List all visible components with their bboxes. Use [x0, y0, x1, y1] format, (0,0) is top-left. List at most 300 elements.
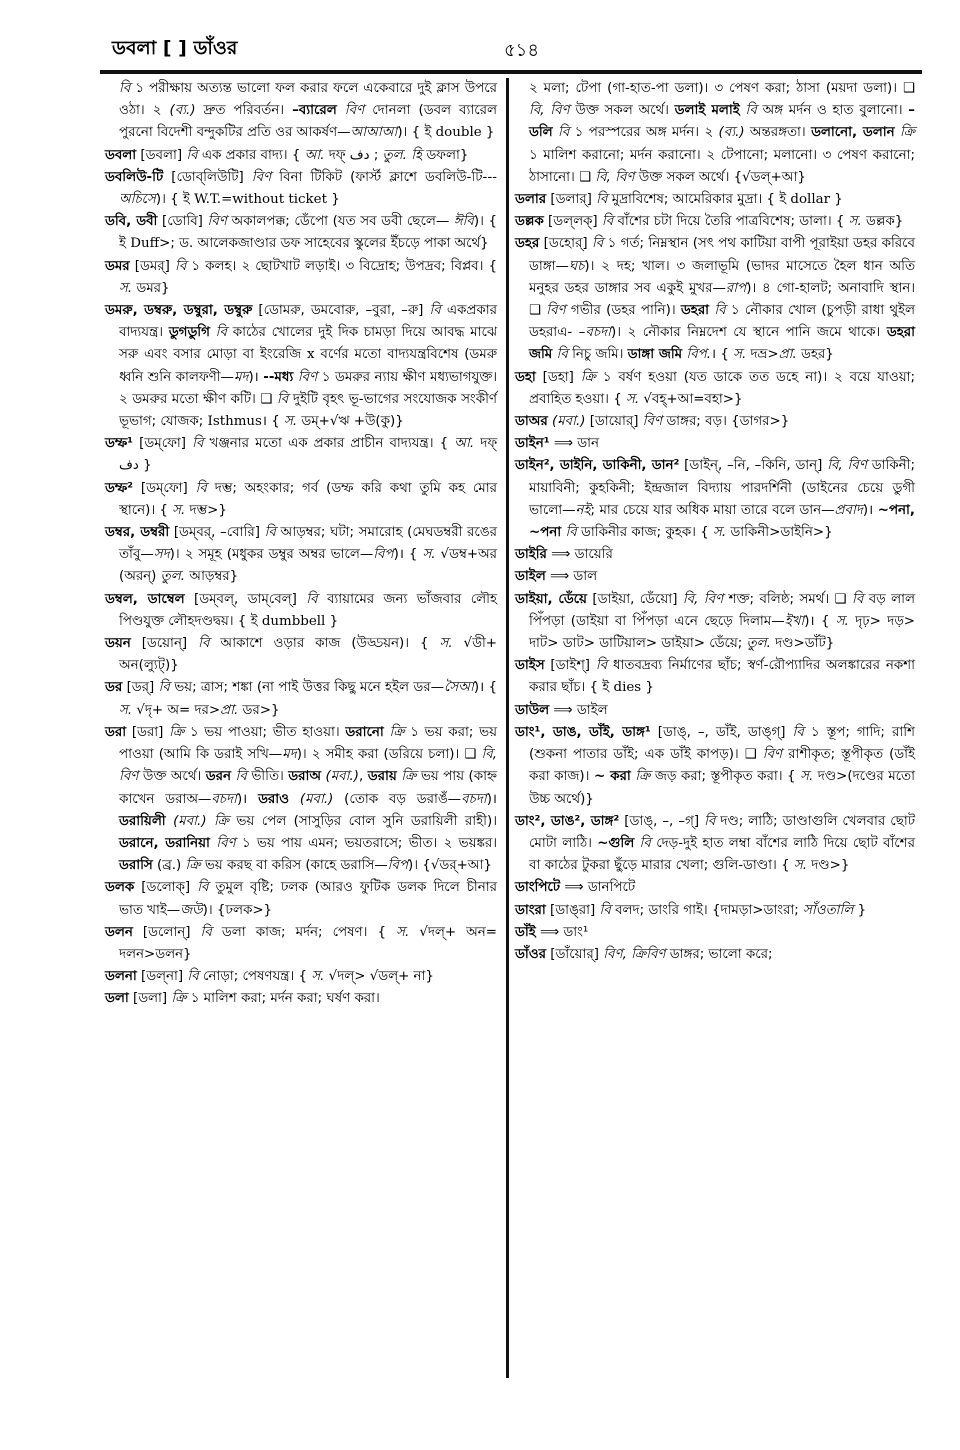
headword: ডলন [105, 924, 133, 940]
entry-text: স. [439, 636, 453, 652]
entry-text: স. [800, 769, 814, 785]
entry-text: )। [236, 791, 259, 807]
entry-text: ১ স্তূপ; গাদি; রাশি (শুকনা পাতার ডাঁই; এক ডাঁই কাপড়)। ❑ [529, 724, 915, 763]
entry-text: নিচু জমি। [567, 347, 628, 363]
entry-text: ক্রি [171, 991, 187, 1007]
entry-text: ১ নৌকার খোল (চুপড়ী রাধা থুইল ডহরাএ- – [529, 303, 915, 341]
dictionary-entry [105, 677, 497, 721]
entry-text: অঙ্গ মর্দন ও হাত বুলানো। [756, 103, 909, 119]
entry-text: ক্রি [580, 369, 596, 385]
entry-text: বিণ [216, 835, 236, 851]
entry-text [289, 792, 300, 807]
dictionary-entry [515, 544, 915, 566]
headword: ডলাই মলাই [674, 103, 740, 119]
entry-text: বি [200, 924, 212, 940]
entry-text: √বহ্‌+আ=বহা>} [639, 391, 743, 407]
entry-text: [ডলোন্‌] [132, 924, 201, 940]
entry-text: বিনা টিকিট (ফার্স্ট ক্লাশে ডবলিউ-টি--- [271, 169, 497, 185]
entry-text: ধাতবদ্রব্য নির্মাণের ছাঁচ; স্বর্ণ-রৌপ্যাদির অলঙ্কারের নকশা করার ছাঁচ। { ই [529, 658, 915, 696]
entry-text: স. [793, 858, 807, 874]
headword: ডাংপিটে [515, 880, 561, 896]
entry-text: বি, বিণ [595, 169, 635, 185]
entry-text: তুল. [160, 569, 185, 585]
entry-text: ক্রি [169, 724, 185, 740]
entry-text: মদ [233, 369, 249, 385]
dictionary-entry [105, 922, 497, 966]
headword: ডাইস [515, 658, 545, 674]
entry-text: (মবা.) [551, 414, 586, 430]
entry-text: স. [311, 969, 325, 985]
entry-text: ১ বর্ষণ হওয়া (যত ডাকে তত ডহে না)। ২ বয়ে যাওয়া; প্রবাহিত হওয়া। { [529, 369, 915, 407]
entry-text: ডফলা} [422, 147, 469, 163]
entry-text: ডাঙ্গর; ভালো করে; [665, 946, 773, 962]
entry-text: রাপ [725, 280, 747, 296]
headword: ডরানে, ডরানিয়া [119, 835, 210, 851]
dictionary-entry [105, 522, 497, 589]
headword: ডাউল [515, 702, 550, 718]
headword: --মধ্য [263, 369, 294, 385]
entry-text: বিণ, ক্রিবিণ [603, 946, 666, 962]
entry-text: (মবা.) [299, 791, 334, 807]
entry-text: ১ গর্ত; নিম্নস্থান (সৎ পথ কাটিয়া বাপী পূরাইয়া ডহর করিবে ডাঙ্গা— [529, 236, 915, 274]
entry-text: W.T.=without ticket [194, 192, 327, 208]
entry-text: [ডোবি] [157, 214, 208, 230]
entry-text: ক্রি [213, 813, 229, 829]
entry-text: ⟹ ডায়েরি [546, 547, 613, 563]
dictionary-entry [105, 211, 497, 255]
dictionary-entry [515, 367, 915, 411]
page-number: ৫১৪ [504, 40, 540, 61]
entry-text: ১ পরীক্ষায় অত্যন্ত ভালো ফল করার ফলে একেবারে দুই ক্লাস উপরে ওঠা। ২ [119, 81, 497, 119]
entry-text: স. [835, 613, 849, 629]
entry-text: সাঁওতালি [803, 902, 854, 918]
headword: ডলার [515, 192, 547, 208]
entry-text: বি [276, 391, 289, 407]
entry-text: )। [862, 502, 878, 518]
entry-text: বাঁশের চটা দিয়ে তৈরি পাত্রবিশেষ; ডালা। { [613, 214, 849, 230]
entry-text: )। { [393, 547, 423, 563]
entry-text: স. [119, 280, 133, 296]
entry-text: বিপ [373, 547, 394, 563]
headword: ডলা [105, 991, 129, 1007]
entry-text: √দৃ+ অ= দর> [132, 702, 221, 718]
dictionary-entry [515, 566, 915, 588]
entry-text: ব্যায়ামের জন্য ভাঁজবার লৌহ পিণ্ডযুক্ত লৌহদণ্ডদ্বয়। { ই [119, 591, 497, 629]
entry-text: নোড়া; পেষণযন্ত্র। { [198, 969, 312, 985]
dictionary-entry [515, 655, 915, 699]
entry-text: বি [591, 236, 604, 252]
entry-text: বি [198, 636, 210, 652]
headword: ~পনা, ~পনা [529, 502, 916, 541]
headword: ডহর [515, 236, 540, 252]
entry-text: আআআ [350, 125, 398, 141]
entry-text: double [435, 125, 482, 141]
entry-text: আড়ম্বর} [184, 569, 239, 585]
headword: ডম্ফ² [105, 480, 134, 496]
entry-text: [ডল্‌না] [136, 969, 188, 985]
entry-text: ১ মালিশ করানো; মর্দন করানো। ২ টেপানো; মলানো। ৩ পেষণ করানো; ঠাসানো। ❑ [529, 147, 915, 185]
entry-text: জড় করা; স্তূপীকৃত করা। { [650, 769, 801, 785]
entry-text: বি [558, 125, 570, 141]
headword: ডরাও [258, 791, 290, 807]
entry-text: [ডরা] [126, 724, 170, 740]
entry-text: ১ পরস্পরের অঙ্গ মর্দন। ২ [569, 125, 719, 141]
entry-text: [ডলার্‌] [546, 192, 597, 208]
entry-text: বি [215, 325, 227, 341]
headword: ডম্বর, ডম্বরী [105, 525, 170, 541]
headword: ডরাঅ [288, 769, 321, 785]
entry-text: >; ড. আলেকজাণ্ডার ডফ সাহেবের স্কুলের ইঁচড়ে পাকা অর্থে} [159, 236, 489, 252]
entry-text: দফ্‌ دف } [119, 436, 497, 474]
entry-text: [ডম্‌ফো] [133, 480, 196, 496]
entry-text: বি [565, 525, 577, 541]
dictionary-entry [105, 478, 497, 522]
entry-text: স. [284, 414, 298, 430]
entry-text: বি [235, 769, 247, 785]
entry-text: বি [119, 81, 131, 96]
entry-text: [ডাইশ্‌] [544, 658, 596, 674]
entry-text: উক্ত সকল অর্থে। {√ডল্‌+আ} [634, 169, 806, 185]
entry-text: দণ্ড>} [806, 858, 850, 874]
headword: ডাঅর [515, 414, 548, 430]
dictionary-entry [515, 944, 915, 966]
entry-text: )। { [473, 680, 498, 696]
entry-text: ডাকিনীর কাজ; কুহক। { [576, 525, 713, 541]
headword: ডাংরা [515, 902, 546, 918]
dictionary-entry [515, 455, 915, 544]
entry-text: বি [596, 192, 608, 208]
entry-text: দোনলা (ডবল ব্যারেল পুরনো বিদেশী বন্দুকটির প্রতি ওর আকর্ষণ— [119, 103, 498, 141]
entry-text: সদ [153, 547, 170, 563]
entry-text: বি [745, 103, 757, 119]
entry-text: বচদা [211, 791, 237, 807]
right-column [515, 78, 915, 966]
entry-text [166, 814, 173, 829]
entry-text: )। ৪ গো-হালট; অনাবাদি স্থান। ❑ [529, 280, 916, 319]
entry-text: বিণ [251, 169, 272, 185]
headword: ডহরা [680, 303, 710, 319]
entry-text: স. [422, 547, 436, 563]
entry-text: ⟹ ডানপিটে [560, 880, 636, 896]
headword: ডয়ন [105, 636, 131, 652]
entry-text: (ব্য.) [718, 125, 745, 141]
entry-text: ক্রি [635, 769, 651, 785]
entry-text: বচদা [461, 791, 487, 807]
entry-text: dumbbell [261, 613, 326, 629]
entry-text: √ডী+ অন(ল্যুট্‌)} [119, 636, 497, 674]
entry-text: [ডম্‌বর্‌, –বোরি] [169, 525, 265, 541]
entry-text: ২ মলা; টেপা (গা-হাত-পা ডলা)। ৩ পেষণ করা; ঠাসা (ময়দা ডলা)। ❑ [529, 81, 915, 96]
headword: ডরায়িলী [119, 813, 166, 829]
entry-text: ১ ভয় পায় এমন; ভয়তরাসে; ভীত। ২ ভয়ঙ্কর। [235, 835, 497, 851]
entry-text: উক্ত সকল অর্থে। [569, 103, 675, 119]
headword: ডবি, ডবী [105, 214, 158, 230]
entry-text: (মবা.) [173, 813, 207, 829]
entry-text: (তোক বড় ডরাঙঁ— [333, 791, 462, 807]
entry-text: দম্ভ; অহংকার; গর্ব (ডম্ফ করি কথা তুমি কহ মোর স্থানে)। { [119, 480, 497, 518]
entry-text: )। ২ দহ; খাল। ৩ জলাভূমি (ভাদর মাসেতে হৈল ধান অতি মনুহর ডহর ডাঙ্গার সব একুই মুখর— [529, 258, 915, 296]
entry-text: )। { ই [155, 192, 195, 208]
headword: ডহরা জমি [529, 325, 915, 363]
entry-text: Isthmus [207, 414, 262, 430]
entry-text: আ. [304, 147, 325, 163]
entry-text: [ডলোক্‌] [134, 880, 198, 896]
dictionary-entry [105, 589, 497, 633]
entry-text: তুল. [746, 636, 771, 652]
entry-text: । { [711, 347, 734, 363]
entry-text: ঈবি [453, 214, 474, 230]
entry-text: ক্রি [185, 858, 201, 874]
headword: ডলানো, ডলান [811, 125, 895, 141]
entry-text: খঞ্জনার মতো এক প্রকার প্রাচীন বাদ্যযন্ত্র। { [203, 436, 455, 452]
entry-text: ⟹ ডাইল [549, 702, 608, 718]
entry-text: ডাঙ্গর; বড়। {ডাগর>} [662, 414, 790, 430]
entry-text: স. [396, 924, 410, 940]
entry-text: ১ ভয় করা; ভয় পাওয়া (আমি কি ডরাই সখি— [119, 724, 497, 763]
entry-text: ডাকিনী; মায়াবিনী; কুহকিনী; ইন্দ্রজাল বিদ্যায় পারদর্শিনী (ডাইনের চেয়ে ডুগী ভালো— [529, 458, 915, 518]
entry-text: তুমুল বৃষ্টি; ঢলক (আরও ফুটিক ডলক দিলে চীনার ভাত খাই— [119, 880, 497, 918]
entry-text: } [326, 192, 340, 208]
entry-text: [ডাঙ্‌, –, –গ্‌] [619, 813, 705, 829]
entry-text: )। [486, 791, 497, 807]
entry-text: [ডোমরু, ডমবোরু, –বুরা, –রু] [252, 303, 430, 319]
headword: ডমরু, ডম্বরু, ডম্বুরা, ডম্বুরু [105, 303, 253, 319]
entry-text: হি [411, 147, 423, 163]
headword: ~গুলি [597, 835, 635, 851]
entry-text: বিণ [297, 369, 318, 385]
entry-text: [ডম্‌ফো] [133, 436, 193, 452]
left-column [105, 78, 497, 1011]
entry-text: উক্ত অর্থে। [138, 769, 206, 785]
headword: ডমর [105, 258, 130, 274]
entry-text: বি [639, 835, 651, 851]
entry-text: কাঠের খোলের দুই দিক চামড়া দিয়ে আবদ্ধ মাঝে সরু এবং বসার মোড়া বা ইংরেজি [119, 325, 498, 363]
headword: ডরা [105, 724, 127, 740]
entry-text [207, 814, 214, 829]
page-header [112, 34, 922, 60]
entry-text: বি [197, 880, 209, 896]
headword: ডাং², ডাঙ², ডাঙ্গ² [515, 813, 620, 829]
header-rule [100, 70, 922, 74]
entry-text: (ব্য.) [169, 103, 196, 119]
entry-text: অকালপক্ক; ডেঁপো (যত সব ডবী ছেলে— [226, 214, 454, 230]
headword: ডাইন¹ [515, 436, 550, 452]
dictionary-entry [515, 900, 915, 922]
entry-text: ভীতি। [246, 769, 289, 785]
entry-text: [ডায়োর্‌] [585, 414, 643, 430]
dictionary-entry [515, 700, 915, 722]
entry-text: বর্ণের মতো বাদ্যযন্ত্রবিশেষ (ডমরু ধ্বনি শুনি কালফণী— [119, 347, 497, 385]
headword: ডরাসি [119, 858, 153, 874]
dictionary-entry [105, 988, 497, 1010]
headword: ডলক [105, 880, 135, 896]
entry-text: ভয়; ত্রাস; শঙ্কা (না পাই উত্তর কিছু মনে হইল ডর— [169, 680, 444, 696]
entry-text: } [853, 902, 867, 918]
entry-text: ডমর} [132, 280, 170, 296]
entry-text: ডর>} [238, 702, 280, 718]
entry-text: ⟹ ডাল [545, 569, 598, 585]
entry-text: দেড়-দুই হাত লম্বা বাঁশের লাঠি দিয়ে ছোট বাঁশের বা কাঠের টুকরা ছুঁড়ে মারার খেলা; গুলি-ডাণ্ডা। { [529, 835, 915, 874]
entry-text: স. [848, 214, 862, 230]
headword: ডম্ফ¹ [105, 436, 134, 452]
dictionary-entry [515, 877, 915, 899]
entry-text: বিণ [207, 214, 227, 230]
entry-text: স. [119, 702, 133, 718]
dictionary-entry [515, 722, 915, 811]
entry-text: বিণ [762, 747, 783, 763]
dictionary-entry [105, 145, 497, 167]
headword: ডবলিউ-টি [105, 169, 164, 185]
entry-text: দম্ভ>} [185, 502, 227, 518]
dictionary-entry [105, 78, 497, 145]
headword: ডলনা [105, 969, 137, 985]
entry-text: অন্তরঙ্গতা। [744, 125, 812, 141]
entry-text: দুইটি বৃহৎ ভূ-ভাগের সংযোজক সংকীর্ণ ভূভাগ; যোজক; [119, 391, 497, 430]
entry-text: ডলা কাজ; মর্দন; পেষণ। { [211, 924, 397, 940]
dictionary-entry [515, 78, 915, 189]
entry-text: (মবা.) [325, 769, 359, 785]
headword: –ব্যারেল [292, 103, 337, 119]
entry-text: [ডাইয়া, ডেঁয়ো] [586, 591, 683, 607]
dictionary-entry [515, 233, 915, 366]
entry-text: ডল্লক} [861, 214, 904, 230]
entry-text: বি [714, 303, 726, 319]
entry-text: } [830, 192, 843, 208]
entry-text: বি [192, 436, 204, 452]
entry-text: দণ্ড>ডাঁট} [770, 636, 835, 652]
entry-text: [ডহা] [535, 369, 581, 385]
entry-text: [ডাঁয়োর্‌] [545, 946, 604, 962]
dictionary-entry [105, 300, 497, 433]
entry-text: )। { ই [119, 214, 498, 252]
entry-text: বিপ. [686, 347, 711, 363]
entry-text: ডহর} [796, 347, 834, 363]
entry-text: ⟹ ডাং¹ [535, 924, 589, 940]
entry-text: মদ [282, 747, 297, 763]
entry-text: ক্রি [401, 769, 417, 785]
headword: ডম্বল, ডাম্বেল [105, 591, 185, 607]
entry-text: স. [172, 502, 186, 518]
entry-text: ইখা [784, 613, 805, 629]
headword: ডরন [205, 769, 231, 785]
headword: ডাইন², ডাইনি, ডাকিনী, ডান² [515, 458, 680, 474]
entry-text: [ডমর্] [129, 258, 175, 274]
entry-text: । { [261, 414, 285, 430]
entry-text: ; মার চেয়ে যার অধিক মায়া তারে বলে ডান— [590, 502, 835, 518]
headword: ডাঁওর [515, 946, 546, 962]
dictionary-entry [105, 966, 497, 988]
entry-text: [ডম্‌বল্‌, ডাম্‌বেল্‌] [184, 591, 307, 607]
dictionary-entry [515, 189, 915, 211]
dictionary-entry [105, 633, 497, 677]
entry-text: স. [625, 391, 640, 407]
dictionary-entry [105, 877, 497, 921]
entry-text: বিপ [387, 858, 409, 874]
entry-text [337, 103, 345, 118]
guide-words: ডবলা [ ] ডাঁওর [112, 37, 238, 59]
entry-text: )। {√ডর্‌+আ} [408, 858, 492, 874]
headword: ডরায় [367, 769, 397, 785]
entry-text: )। { ই [397, 125, 436, 141]
entry-text: dollar [790, 192, 831, 208]
entry-text: [ডাইন্‌, –নি, –কিনি, ডান্‌] [679, 458, 828, 474]
entry-text: [ডোব্‌লিউটি] [163, 169, 252, 185]
entry-text: দণ্ড; লাঠি; ডাণ্ডাগুলি খেলবার ছোট মোটা লাঠি। [529, 813, 915, 851]
headword: ডল্লক [515, 214, 544, 230]
entry-text: ⟹ ডান [549, 436, 600, 452]
entry-text: [ডবলা] [136, 147, 187, 163]
entry-text: বি [264, 525, 276, 541]
headword: ডহা [515, 369, 536, 385]
entry-text: )। ২ নৌকার নিম্নদেশ যে স্থানে পানি জমে থাকে। [611, 325, 887, 341]
entry-text: [ডাঙ্‌, –, ডাঁই, ডাঙ্‌গ্‌] [650, 724, 793, 740]
entry-text: বি, বিণ [119, 747, 497, 785]
entry-text: বি [306, 591, 318, 607]
entry-text: বি [556, 347, 568, 363]
entry-text: )। ২ সমূহ (মধুকর ডম্বুর অম্বর ভালে— [169, 547, 374, 563]
entry-text: বি [792, 724, 804, 740]
entry-text: √দল্‌> √ডল্‌+ না} [324, 969, 434, 985]
entry-text: Duff [130, 236, 160, 252]
entry-text: এক প্রকার বাদ্য। { [197, 147, 305, 163]
entry-text: [ডাঙ্‌রা] [545, 902, 600, 918]
entry-text: ১ মালিশ করা; মর্দন করা; ঘর্ষণ করা। [186, 991, 380, 1007]
headword: –ডলি [529, 103, 915, 141]
dictionary-entry [515, 922, 915, 944]
entry-text: নই [575, 502, 591, 518]
dictionary-entry [515, 811, 915, 878]
entry-text: √দল্‌+ অন= দলন>ডলন} [119, 924, 497, 962]
entry-text: বি [195, 480, 207, 496]
entry-text: প্রা. [778, 347, 797, 363]
entry-text: অচিসে [119, 192, 156, 208]
entry-text: } [325, 613, 339, 629]
entry-text: বি, বিণ [827, 458, 867, 474]
entry-text: বি [429, 303, 441, 319]
headword: ডাইরি [515, 547, 547, 563]
entry-text: (ব্র.) [152, 858, 186, 874]
entry-text: আ. [454, 436, 475, 452]
entry-text: সৈআ [443, 680, 474, 696]
entry-text: , [359, 769, 368, 785]
entry-text: ডম্‌+√ঋ +উ(কু)} [297, 414, 404, 430]
headword: ডরানো [345, 724, 384, 740]
entry-text: ক্রি [389, 724, 405, 740]
entry-text: বিণ [642, 414, 663, 430]
entry-text: দ্রুত পরিবর্তন। [195, 103, 293, 119]
entry-text: প্রবাদ [834, 502, 863, 518]
entry-text: ১ ভয় পাওয়া; ভীত হাওয়া। [184, 724, 346, 740]
headword: ডাইল [515, 569, 546, 585]
headword: ~ করা [593, 769, 631, 785]
entry-text: বি [187, 969, 199, 985]
entry-text: বিণ [546, 303, 566, 319]
entry-text: [ডলা] [128, 991, 172, 1007]
dictionary-entry [105, 167, 497, 211]
entry-text: তুল. [382, 147, 407, 163]
headword: ডাঙ্গা জমি [627, 347, 683, 363]
dictionary-entry [515, 589, 915, 656]
entry-text: বি [595, 658, 608, 674]
dictionary-entry [105, 722, 497, 877]
entry-text: বি, বিণ [682, 591, 724, 607]
entry-text: আকাশে ওড়ার কাজ (উড্ডয়ন)। { [209, 636, 440, 652]
entry-text: মুদ্রাবিশেষ; আমেরিকার মুদ্রা। { ই [607, 192, 791, 208]
entry-text: } [641, 680, 654, 696]
entry-text: বিণ [344, 103, 365, 119]
dictionary-entry [105, 256, 497, 300]
entry-text: ভয় করছ বা করিস (কাহে ডরাসি— [200, 858, 388, 874]
